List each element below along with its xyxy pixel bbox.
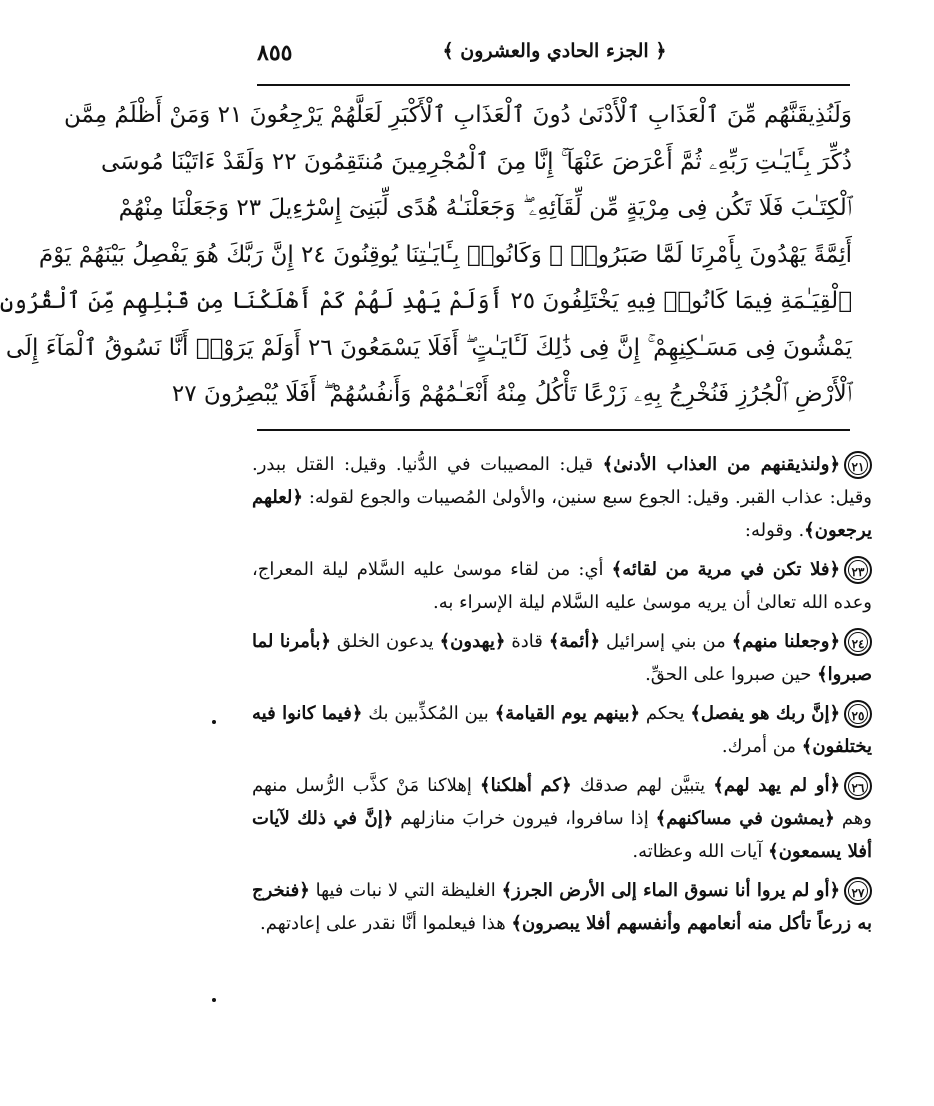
quoted-verse: ﴿وجعلنا منهم﴾ — [731, 631, 841, 652]
verse-number-badge: ٢١ — [844, 451, 872, 479]
quoted-verse: ﴿ولنذيقنهم من العذاب الأدنىٰ﴾ — [602, 454, 840, 475]
commentary-text: إهلاكنا مَنْ كذَّب الرُّسل منهم وهم — [252, 775, 872, 829]
page-header — [257, 28, 852, 84]
commentary-text: آيات الله وعظاته. — [632, 841, 769, 862]
quoted-verse: ﴿فنخرج به زرعاً تأكل منه أنعامهم وأنفسهم أفلا يبصرون﴾ — [252, 880, 872, 934]
commentary-text: يدعون الخلق — [330, 631, 440, 652]
quran-text-block — [0, 92, 852, 418]
commentary-text: أي: من لقاء موسىٰ عليه السَّلام ليلة المعراج، وعده الله تعالىٰ أن يريه موسىٰ عليه السَّلام ليلة الإسراء به. — [252, 559, 872, 613]
quran-line: ٱلْأَرْضِ ٱلْجُرُزِ فَنُخْرِجُ بِهِۦ زَرْعًا تَأْكُلُ مِنْهُ أَنْعَـٰمُهُمْ وَأَنفُسُهُمْ ۖ أَفَلَا يُبْصِرُونَ ٢٧ — [171, 381, 852, 407]
tafsir-entry-27 — [252, 874, 872, 940]
commentary-text: قادة — [505, 631, 549, 652]
tafsir-block — [252, 448, 872, 946]
tafsir-entry-26 — [252, 769, 872, 868]
commentary-text: من أمرك. — [721, 736, 802, 757]
commentary-text: إذا سافروا، فيرون خرابَ منازلهم — [393, 808, 656, 829]
quoted-verse: ﴿فيما كانوا فيه يختلفون﴾ — [252, 703, 872, 757]
header-title: ﴿ الجزء الحادي والعشرون ﴾ — [442, 40, 667, 62]
tafsir-entry-21 — [252, 448, 872, 547]
quran-line: أَئِمَّةً يَهْدُونَ بِأَمْرِنَا لَمَّا صَبَرُوا۟ ۖ وَكَانُوا۟ بِـَٔايَـٰتِنَا يُوقِنُونَ ٢٤ إِنَّ رَبَّكَ هُوَ يَفْصِلُ بَيْنَهُمْ يَوْمَ — [38, 241, 852, 268]
verse-number-badge: ٢٣ — [844, 556, 872, 584]
verse-number-badge: ٢٥ — [844, 700, 872, 728]
tafsir-entry-25 — [252, 697, 872, 763]
quoted-verse: ﴿إنَّ في ذلك لآيات أفلا يسمعون﴾ — [252, 808, 872, 862]
tafsir-entry-23 — [252, 553, 872, 619]
page-number: ٨٥٥ — [257, 40, 293, 66]
tafsir-entry-24 — [252, 625, 872, 691]
quoted-verse: ﴿أو لم يروا أنا نسوق الماء إلى الأرض الجرز﴾ — [501, 880, 840, 901]
commentary-text: يحكم — [640, 703, 691, 724]
quran-line: ٱلْكِتَـٰبَ فَلَا تَكُن فِى مِرْيَةٍ مِّن لِّقَآئِهِۦ ۖ وَجَعَلْنَـٰهُ هُدًى لِّبَنِىٓ إِسْرَٰٓءِيلَ ٢٣ وَجَعَلْنَا مِنْهُمْ — [118, 195, 852, 221]
quran-line: ٱلْقِيَـٰمَةِ فِيمَا كَانُوا۟ فِيهِ يَخْتَلِفُونَ ٢٥ أَوَلَمْ يَهْدِ لَهُمْ كَمْ أَهْلَكْنَا مِن قَبْلِهِم مِّنَ ٱلْقُرُونِ — [0, 288, 852, 314]
quran-line: وَلَنُذِيقَنَّهُم مِّنَ ٱلْعَذَابِ ٱلْأَدْنَىٰ دُونَ ٱلْعَذَابِ ٱلْأَكْبَرِ لَعَلَّهُمْ يَرْجِعُونَ ٢١ وَمَنْ أَظْلَمُ مِمَّن — [63, 102, 852, 128]
quoted-verse: ﴿كم أهلكنا﴾ — [480, 775, 572, 796]
commentary-text: الغليظة التي لا نبات فيها — [309, 880, 502, 901]
verse-number-badge: ٢٦ — [844, 772, 872, 800]
quoted-verse: ﴿لعلهم يرجعون﴾ — [252, 487, 872, 541]
commentary-text: هذا فيعلموا أنَّا نقدر على إعادتهم. — [260, 913, 512, 934]
margin-mark — [212, 998, 216, 1002]
quoted-verse: ﴿أئمة﴾ — [548, 631, 600, 652]
quoted-verse: ﴿إنَّ ربك هو يفصل﴾ — [690, 703, 840, 724]
verse-number-badge: ٢٤ — [844, 628, 872, 656]
section-divider — [257, 429, 850, 431]
quoted-verse: ﴿يمشون في مساكنهم﴾ — [655, 808, 835, 829]
quoted-verse: ﴿يهدون﴾ — [439, 631, 506, 652]
commentary-text: بين المُكذِّبين بك — [362, 703, 495, 724]
header-rule — [257, 84, 850, 86]
quran-line: ذُكِّرَ بِـَٔايَـٰتِ رَبِّهِۦ ثُمَّ أَعْرَضَ عَنْهَآ ۚ إِنَّا مِنَ ٱلْمُجْرِمِينَ مُنتَقِمُونَ ٢٢ وَلَقَدْ ءَاتَيْنَا مُوسَى — [100, 148, 852, 175]
quoted-verse: ﴿أو لم يهد لهم﴾ — [713, 775, 840, 796]
verse-number-badge: ٢٧ — [844, 877, 872, 905]
commentary-text: يتبيَّن لهم صدقك — [571, 775, 714, 796]
commentary-text: حين صبروا على الحقِّ. — [645, 664, 818, 685]
margin-mark — [212, 720, 216, 724]
quoted-verse: ﴿بينهم يوم القيامة﴾ — [494, 703, 641, 724]
quoted-verse: ﴿بأمرنا لما صبروا﴾ — [252, 631, 872, 685]
quoted-verse: ﴿فلا تكن في مرية من لقائه﴾ — [611, 559, 840, 580]
commentary-text: . وقوله: — [744, 520, 805, 541]
commentary-text: قيل: المصيبات في الدُّنيا. وقيل: القتل ببدر. وقيل: عذاب القبر. وقيل: الجوع سبع سنين، والأولىٰ المُصيبات والجوع لقوله: — [252, 454, 872, 508]
commentary-text: من بني إسرائيل — [600, 631, 732, 652]
quran-line: يَمْشُونَ فِى مَسَـٰكِنِهِمْ ۚ إِنَّ فِى ذَٰلِكَ لَـَٔايَـٰتٍ ۖ أَفَلَا يَسْمَعُونَ ٢٦ أَوَلَمْ يَرَوْا۟ أَنَّا نَسُوقُ ٱلْمَآءَ إِلَى — [5, 334, 852, 361]
